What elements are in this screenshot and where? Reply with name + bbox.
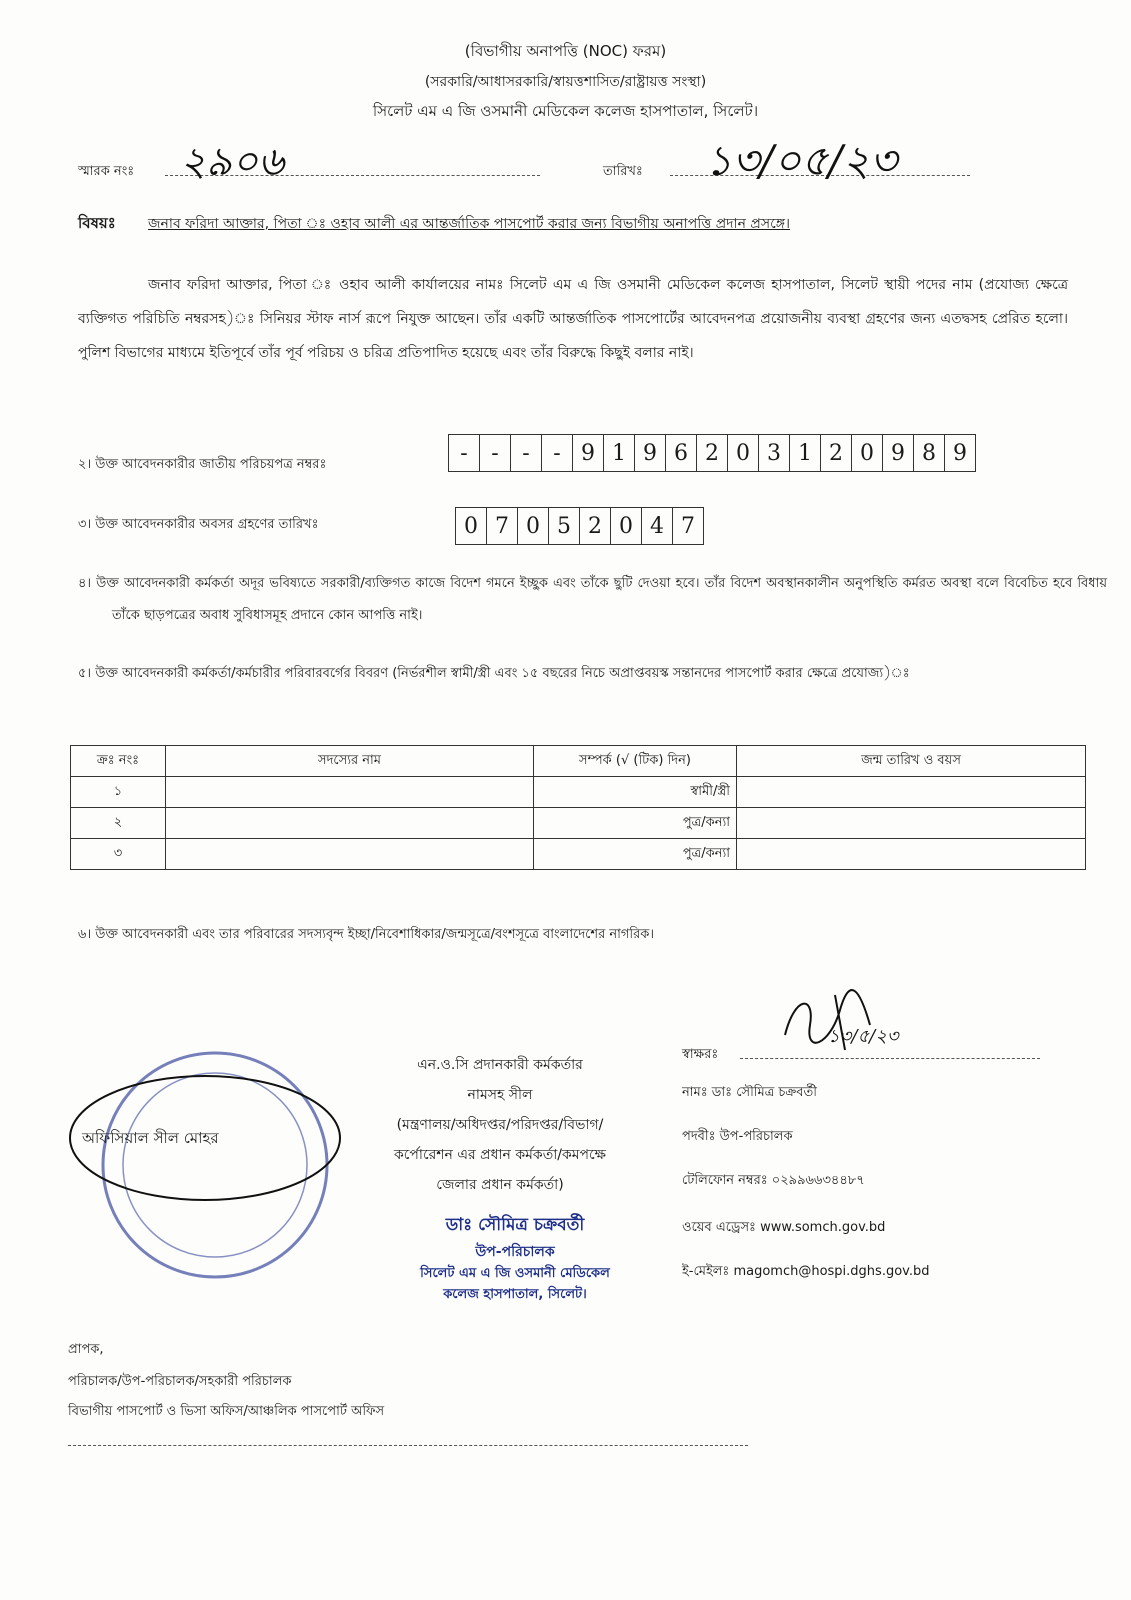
retirement-digit-box: 0 <box>611 508 642 544</box>
nid-digit-box: 9 <box>883 435 914 471</box>
nid-digit-box: - <box>511 435 542 471</box>
nid-digit-box: 3 <box>759 435 790 471</box>
row-birthdate[interactable] <box>737 839 1086 870</box>
row-serial: ৩ <box>71 839 166 870</box>
subject-label: বিষয়ঃ <box>78 214 116 232</box>
retirement-label: ৩। উক্ত আবেদনকারীর অবসর গ্রহণের তারিখঃ <box>78 517 319 532</box>
nid-digit-box: - <box>449 435 480 471</box>
nid-digit-box: 2 <box>821 435 852 471</box>
table-row <box>71 777 1086 808</box>
recipient-salutation: প্রাপক, <box>68 1342 104 1357</box>
row-relation: পুত্র/কন্যা <box>534 808 737 839</box>
intro-paragraph: জনাব ফরিদা আক্তার, পিতা ঃ ওহাব আলী কার্যালয়ের নামঃ সিলেট এম এ জি ওসমানী মেডিকেল কলেজ হাসপাতাল, সিলেট স্থায়ী পদের নাম (প্রযোজ্য ক্ষেত্রে ব্যক্তিগত পরিচিতি নম্বরসহ)ঃ সিনিয়র স্টাফ নার্স রূপে নিযুক্ত আছেন। তাঁর একটি আন্তর্জাতিক পাসপোর্টের আবেদনপত্র প্রয়োজনীয় ব্যবস্থা গ্রহণের জন্য এতদ্বসহ প্রেরিত হলো। পুলিশ বিভাগের মাধ্যমে ইতিপূর্বে তাঁর পূর্ব পরিচয় ও চরিত্র প্রতিপাদিত হয়েছে এবং তাঁর বিরুদ্ধে কিছুই বলার নাই। <box>78 277 1068 361</box>
row-member-name[interactable] <box>166 808 534 839</box>
table-row <box>71 839 1086 870</box>
stamp-designation: উপ-পরিচালক <box>475 1244 555 1260</box>
retirement-digit-box: 7 <box>487 508 518 544</box>
signature-date: ১৩/৫/২৩ <box>828 1026 899 1047</box>
retirement-digit-box: 0 <box>518 508 549 544</box>
stamp-office: সিলেট এম এ জি ওসমানী মেডিকেল <box>420 1266 610 1281</box>
retirement-date-boxes <box>455 507 704 545</box>
row-birthdate[interactable] <box>737 808 1086 839</box>
officer-phone: টেলিফোন নম্বরঃ ০২৯৯৬৬৩৪৪৮৭ <box>682 1173 865 1188</box>
officer-email: ই-মেইলঃ magomch@hospi.dghs.gov.bd <box>682 1264 930 1279</box>
subject-text: জনাব ফরিদা আক্তার, পিতা ঃ ওহাব আলী এর আন্তর্জাতিক পাসপোর্ট করার জন্য বিভাগীয় অনাপত্তি প্রদান প্রসঙ্গে। <box>148 216 790 232</box>
row-relation: পুত্র/কন্যা <box>534 839 737 870</box>
nid-digit-box: 9 <box>953 440 967 466</box>
nid-digit-box: 0 <box>728 435 759 471</box>
item-6-text: ৬। উক্ত আবেদনকারী এবং তার পরিবারের সদস্যবৃন্দ ইচ্ছা/নিবেশাধিকার/জন্মসূত্রে/বংশসূত্রে বাংলাদেশের নাগরিক। <box>78 927 655 942</box>
signature-label: স্বাক্ষরঃ <box>682 1047 719 1062</box>
seal-caption-line: নামসহ সীল <box>467 1087 533 1103</box>
table-row <box>71 808 1086 839</box>
nid-digit-box: - <box>480 435 511 471</box>
nid-digit-box: 2 <box>697 435 728 471</box>
col-member-name: সদস্যের নাম <box>166 746 534 777</box>
stamp-office: কলেজ হাসপাতাল, সিলেট। <box>443 1287 587 1302</box>
nid-digit-box: 1 <box>790 435 821 471</box>
family-table <box>70 745 1086 870</box>
nid-digit-box: 6 <box>666 435 697 471</box>
seal-caption-line: এন.ও.সি প্রদানকারী কর্মকর্তার <box>417 1057 583 1073</box>
form-subtitle: (সরকারি/আধাসরকারি/স্বায়ত্তশাসিত/রাষ্ট্রায়ত্ত সংস্থা) <box>424 74 707 90</box>
seal-caption-line: কর্পোরেশন এর প্রধান কর্মকর্তা/কমপক্ষে <box>393 1147 607 1163</box>
official-seal-label: অফিসিয়াল সীল মোহর <box>82 1129 219 1147</box>
ref-value: ২৯০৬ <box>180 139 284 185</box>
row-member-name[interactable] <box>166 839 534 870</box>
col-relation: সম্পর্ক (√ (টিক) দিন) <box>534 746 737 777</box>
officer-website: ওয়েব এড্রেসঃ www.somch.gov.bd <box>682 1220 886 1235</box>
nid-digit-box: 9 <box>635 435 666 471</box>
nid-digit-box: 1 <box>604 435 635 471</box>
nid-label: ২। উক্ত আবেদনকারীর জাতীয় পরিচয়পত্র নম্বরঃ <box>78 457 327 472</box>
officer-designation: পদবীঃ উপ-পরিচালক <box>682 1129 793 1144</box>
row-birthdate[interactable] <box>737 777 1086 808</box>
form-title: (বিভাগীয় অনাপত্তি (NOC) ফরম) <box>464 42 667 60</box>
item-4-text: ৪। উক্ত আবেদনকারী কর্মকর্তা অদূর ভবিষ্যতে সরকারী/ব্যক্তিগত কাজে বিদেশ গমনে ইচ্ছুক এবং তাঁকে ছুটি দেওয়া হবে। তাঁর বিদেশ অবস্থানকালীন অনুপস্থিতি কর্মরত অবস্থা বলে বিবেচিত হবে বিধায় তাঁকে ছাড়পত্রের অবাধ সুবিধাসমূহ প্রদানে কোন আপত্তি নাই। <box>78 576 1107 623</box>
nid-digit-box: 9 <box>573 435 604 471</box>
table-header-row <box>71 746 1086 777</box>
col-serial: ক্রঃ নংঃ <box>71 746 166 777</box>
recipient-office: বিভাগীয় পাসপোর্ট ও ভিসা অফিস/আঞ্চলিক পাসপোর্ট অফিস <box>68 1404 385 1419</box>
row-relation: স্বামী/স্ত্রী <box>534 777 737 808</box>
row-member-name[interactable] <box>166 777 534 808</box>
stamp-name: ডাঃ সৌমিত্র চক্রবর্তী <box>445 1215 585 1235</box>
nid-digit-box: - <box>542 435 573 471</box>
ref-label: স্মারক নংঃ <box>78 164 135 179</box>
seal-caption-line: (মন্ত্রণালয়/অধিদপ্তর/পরিদপ্তর/বিভাগ/ <box>396 1117 604 1133</box>
item-5-text: ৫। উক্ত আবেদনকারী কর্মকর্তা/কর্মচারীর পরিবারবর্গের বিবরণ (নির্ভরশীল স্বামী/স্ত্রী এবং ১৫ বছরের নিচে অপ্রাপ্তবয়স্ক সন্তানদের পাসপোর্ট করার ক্ষেত্রে প্রযোজ্য)ঃ <box>78 666 910 681</box>
nid-digit-box: 8 <box>914 435 945 471</box>
row-serial: ২ <box>71 808 166 839</box>
institution-name: সিলেট এম এ জি ওসমানী মেডিকেল কলেজ হাসপাতাল, সিলেট। <box>372 102 759 120</box>
retirement-digit-box: 0 <box>456 508 487 544</box>
officer-name-stamp <box>360 1212 670 1306</box>
nid-boxes <box>448 434 976 472</box>
col-birthdate: জন্ম তারিখ ও বয়স <box>737 746 1086 777</box>
retirement-digit-box: 5 <box>549 508 580 544</box>
seal-caption-line: জেলার প্রধান কর্মকর্তা) <box>436 1177 564 1193</box>
row-serial: ১ <box>71 777 166 808</box>
nid-digit-box: 0 <box>852 435 883 471</box>
retirement-digit-box: 2 <box>580 508 611 544</box>
date-label: তারিখঃ <box>603 164 643 179</box>
signature-line <box>740 1058 1040 1059</box>
recipient-title: পরিচালক/উপ-পরিচালক/সহকারী পরিচালক <box>68 1374 292 1389</box>
retirement-digit-box: 7 <box>681 513 695 539</box>
official-seal-stamp <box>65 1040 365 1290</box>
date-value: ১৩/০৫/২৩ <box>705 136 898 185</box>
retirement-digit-box: 4 <box>642 508 673 544</box>
recipient-address-line <box>68 1445 748 1446</box>
seal-caption <box>340 1050 660 1200</box>
officer-name: নামঃ ডাঃ সৌমিত্র চক্রবর্তী <box>682 1085 818 1100</box>
